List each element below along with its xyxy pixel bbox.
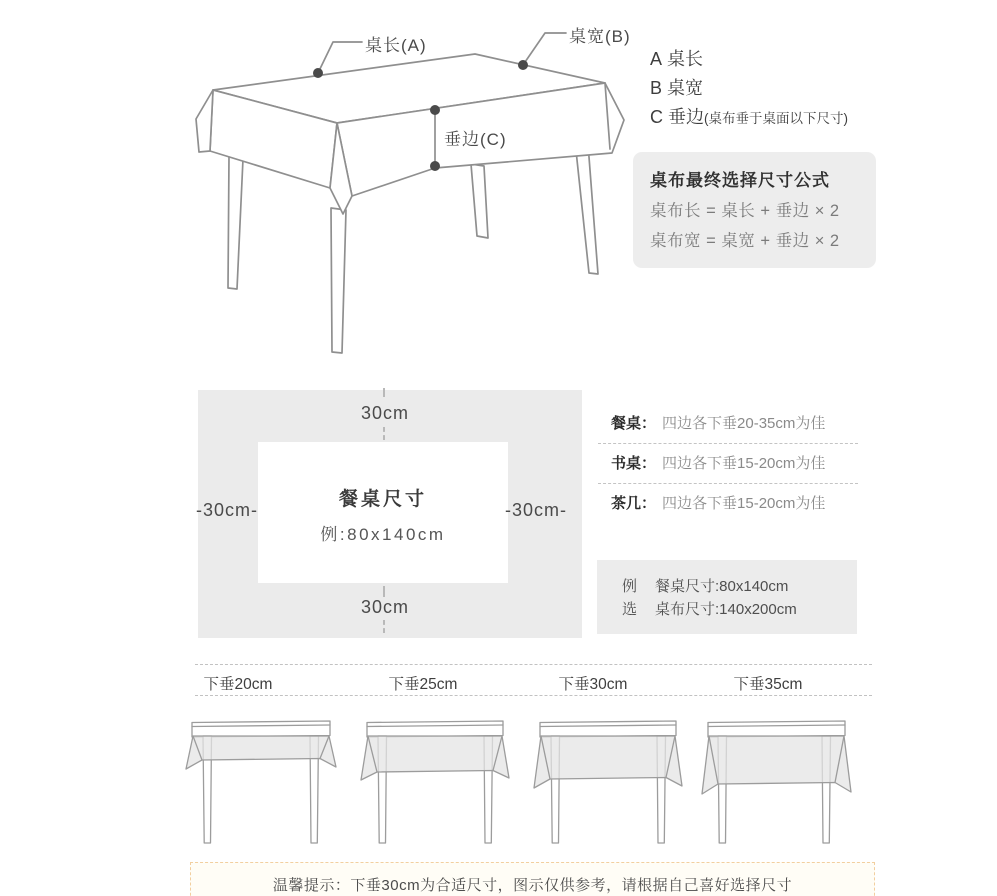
row-value: 四边各下垂20-35cm为佳 xyxy=(662,415,826,432)
table-leg xyxy=(471,164,488,238)
table-top-band xyxy=(540,721,676,737)
legend-label: 垂边 xyxy=(668,107,704,127)
drop-option-label: 下垂25cm xyxy=(388,676,458,693)
tip-bar: 温馨提示：下垂30cm为合适尺寸，图示仅供参考，请根据自己喜好选择尺寸 xyxy=(190,862,875,896)
table-drop-illustration xyxy=(358,712,523,852)
row-value: 四边各下垂15-20cm为佳 xyxy=(662,455,826,472)
legend-item-a xyxy=(650,45,848,74)
table-drop-illustration xyxy=(700,712,865,852)
drop-recommendation-table xyxy=(598,404,858,524)
tick-mark xyxy=(383,620,385,633)
row-label: 餐桌： xyxy=(611,415,657,432)
example-selection-box xyxy=(597,560,857,634)
length-leader-line xyxy=(318,42,362,73)
example-prefix: 选 xyxy=(622,601,638,618)
measurement-legend xyxy=(650,45,848,132)
legend-key: C xyxy=(650,107,663,127)
table-drop-illustration xyxy=(532,712,697,852)
formula-box xyxy=(633,152,876,268)
row-label: 茶几： xyxy=(611,495,657,512)
example-value: 桌布尺寸:140x200cm xyxy=(655,601,797,618)
margin-left-label: -30cm- xyxy=(195,500,258,520)
legend-key: B xyxy=(650,78,663,98)
tick-mark xyxy=(383,388,385,397)
example-row xyxy=(622,575,857,598)
table-drop-illustration xyxy=(183,712,348,852)
drop-option-label: 下垂20cm xyxy=(203,676,273,693)
table-width-callout: 桌宽(B) xyxy=(569,27,631,46)
legend-label: 桌宽 xyxy=(667,78,704,98)
margin-right-label: -30cm- xyxy=(504,500,567,520)
drop-top-marker-dot xyxy=(430,105,440,115)
formula-length: 桌布长 = 桌长 + 垂边 × 2 xyxy=(650,202,840,220)
formula-width: 桌布宽 = 桌宽 + 垂边 × 2 xyxy=(650,232,840,250)
row-value: 四边各下垂15-20cm为佳 xyxy=(662,495,826,512)
table-length-callout: 桌长(A) xyxy=(365,36,427,55)
table-row xyxy=(598,444,858,484)
margin-bottom-label: 30cm xyxy=(360,597,409,617)
divider-line xyxy=(195,664,872,665)
tick-mark xyxy=(383,586,385,597)
table-size-rect xyxy=(258,442,508,583)
table-top-band xyxy=(367,721,503,737)
row-label: 书桌： xyxy=(611,455,657,472)
example-prefix: 例 xyxy=(622,578,638,595)
example-row xyxy=(622,598,857,621)
length-marker-dot xyxy=(313,68,323,78)
table-row xyxy=(598,404,858,444)
drop-edge-callout: 垂边(C) xyxy=(444,130,507,149)
formula-title: 桌布最终选择尺寸公式 xyxy=(650,171,830,190)
table-row xyxy=(598,484,858,524)
legend-label: 桌长 xyxy=(667,49,704,69)
legend-note: (桌布垂于桌面以下尺寸) xyxy=(704,111,848,126)
table-leg xyxy=(228,156,243,289)
legend-key: A xyxy=(650,49,663,69)
divider-line xyxy=(195,695,872,696)
legend-item-b xyxy=(650,74,848,103)
margin-top-label: 30cm xyxy=(360,403,409,423)
drop-option-label: 下垂35cm xyxy=(733,676,803,693)
width-marker-dot xyxy=(518,60,528,70)
table-size-title: 餐桌尺寸 xyxy=(338,489,427,510)
table-leg xyxy=(331,208,346,353)
legend-item-c xyxy=(650,103,848,132)
table-top-band xyxy=(708,721,845,737)
width-leader-line xyxy=(523,33,566,65)
table-measurement-illustration xyxy=(0,0,663,370)
tick-mark xyxy=(383,427,385,440)
drop-option-label: 下垂30cm xyxy=(558,676,628,693)
table-size-example: 例:80x140cm xyxy=(320,525,446,544)
tablecloth-corner-fold xyxy=(196,90,213,152)
table-top-band xyxy=(192,721,330,737)
example-value: 餐桌尺寸:80x140cm xyxy=(655,578,789,595)
table-leg xyxy=(575,141,598,274)
drop-bottom-marker-dot xyxy=(430,161,440,171)
